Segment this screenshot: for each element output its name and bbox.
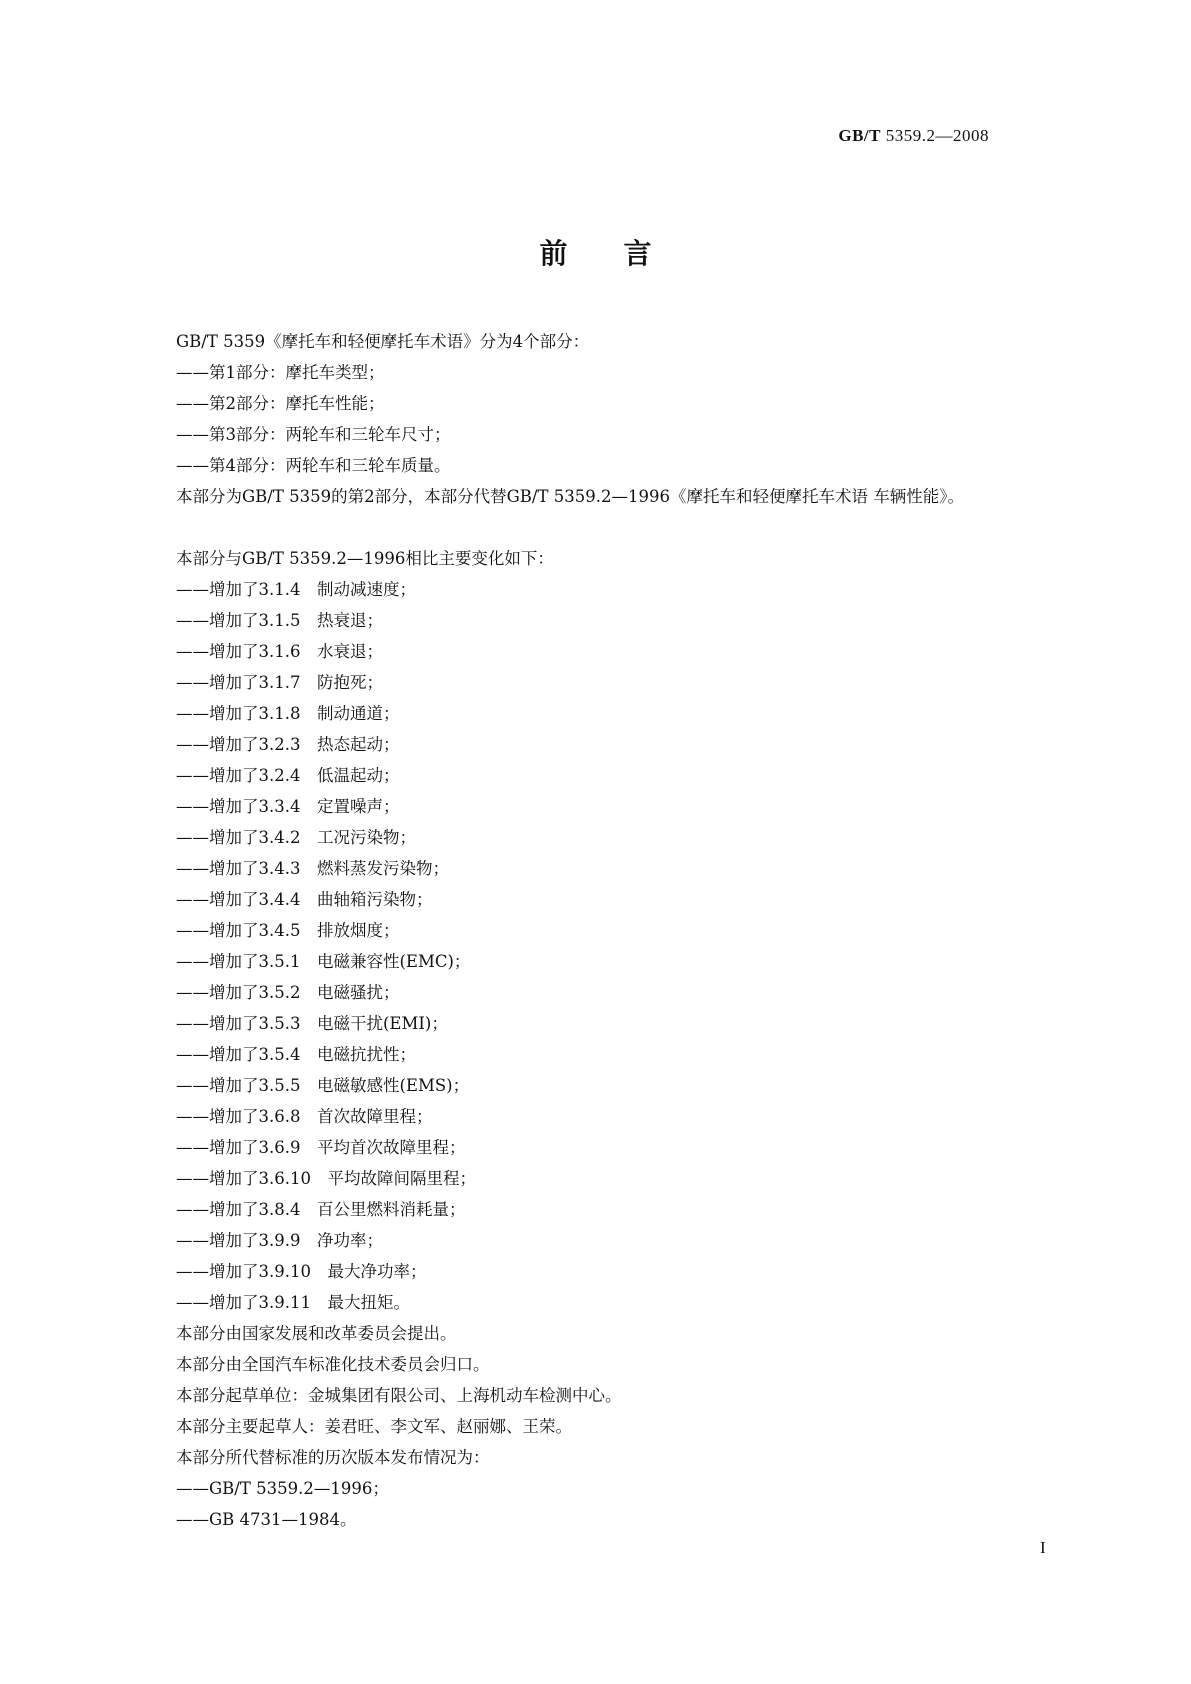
list-item: ——GB/T 5359.2—1996； — [176, 1479, 389, 1498]
list-item: ——第3部分：两轮车和三轮车尺寸； — [176, 425, 451, 444]
list-item: ——增加了3.4.3 燃料蒸发污染物； — [176, 859, 449, 878]
list-item: ——增加了3.1.5 热衰退； — [176, 611, 383, 630]
page-title: 前言 — [539, 237, 708, 270]
list-item: ——增加了3.6.8 首次故障里程； — [176, 1107, 433, 1126]
history-intro: 本部分所代替标准的历次版本发布情况为： — [176, 1448, 490, 1467]
list-item: ——增加了3.5.1 电磁兼容性(EMC)； — [176, 952, 471, 971]
history-list — [150, 1473, 1051, 1535]
list-item: ——增加了3.5.2 电磁骚扰； — [176, 983, 400, 1002]
parts-list — [150, 357, 1051, 481]
list-item: ——GB 4731—1984。 — [176, 1510, 357, 1529]
standard-code — [838, 126, 989, 146]
list-item: ——第4部分：两轮车和三轮车质量。 — [176, 456, 451, 475]
proposed-by: 本部分由国家发展和改革委员会提出。 — [176, 1324, 457, 1343]
list-item: ——第2部分：摩托车性能； — [176, 394, 385, 413]
list-item: ——增加了3.1.8 制动通道； — [176, 704, 400, 723]
list-item: ——增加了3.5.5 电磁敏感性(EMS)； — [176, 1076, 470, 1095]
list-item: ——增加了3.6.10 平均故障间隔里程； — [176, 1169, 476, 1188]
standard-number: 5359.2—2008 — [885, 126, 989, 145]
list-item: ——增加了3.8.4 百公里燃料消耗量； — [176, 1200, 466, 1219]
list-item: ——增加了3.4.4 曲轴箱污染物； — [176, 890, 433, 909]
list-item: ——增加了3.5.4 电磁抗扰性； — [176, 1045, 416, 1064]
list-item: ——增加了3.9.10 最大净功率； — [176, 1262, 427, 1281]
list-item: ——增加了3.1.6 水衰退； — [176, 642, 383, 661]
list-item: ——增加了3.1.4 制动减速度； — [176, 580, 416, 599]
standard-prefix: GB/T — [838, 126, 881, 145]
list-item: ——增加了3.4.2 工况污染物； — [176, 828, 416, 847]
list-item: ——增加了3.6.9 平均首次故障里程； — [176, 1138, 466, 1157]
list-item: ——增加了3.3.4 定置噪声； — [176, 797, 400, 816]
list-item: ——增加了3.4.5 排放烟度； — [176, 921, 400, 940]
list-item: ——增加了3.9.9 净功率； — [176, 1231, 383, 1250]
changes-list — [150, 574, 1051, 1318]
list-item: ——增加了3.2.4 低温起动； — [176, 766, 400, 785]
list-item: ——第1部分：摩托车类型； — [176, 363, 385, 382]
page-number: I — [1040, 1538, 1046, 1557]
intro-paragraph: GB/T 5359《摩托车和轻便摩托车术语》分为4个部分： — [176, 332, 590, 351]
drafters: 本部分主要起草人：姜君旺、李文军、赵丽娜、王荣。 — [176, 1417, 572, 1436]
list-item: ——增加了3.2.3 热态起动； — [176, 735, 400, 754]
list-item: ——增加了3.1.7 防抱死； — [176, 673, 383, 692]
foreword-body — [150, 326, 1051, 1535]
list-item: ——增加了3.5.3 电磁干扰(EMI)； — [176, 1014, 448, 1033]
list-item: ——增加了3.9.11 最大扭矩。 — [176, 1293, 410, 1312]
drafting-units: 本部分起草单位：金城集团有限公司、上海机动车检测中心。 — [176, 1386, 622, 1405]
changes-intro: 本部分与GB/T 5359.2—1996相比主要变化如下： — [176, 549, 554, 568]
replace-statement: 本部分为GB/T 5359的第2部分，本部分代替GB/T 5359.2—1996《摩托车和轻便摩托车术语 车辆性能》。 — [176, 487, 964, 506]
managed-by: 本部分由全国汽车标准化技术委员会归口。 — [176, 1355, 490, 1374]
